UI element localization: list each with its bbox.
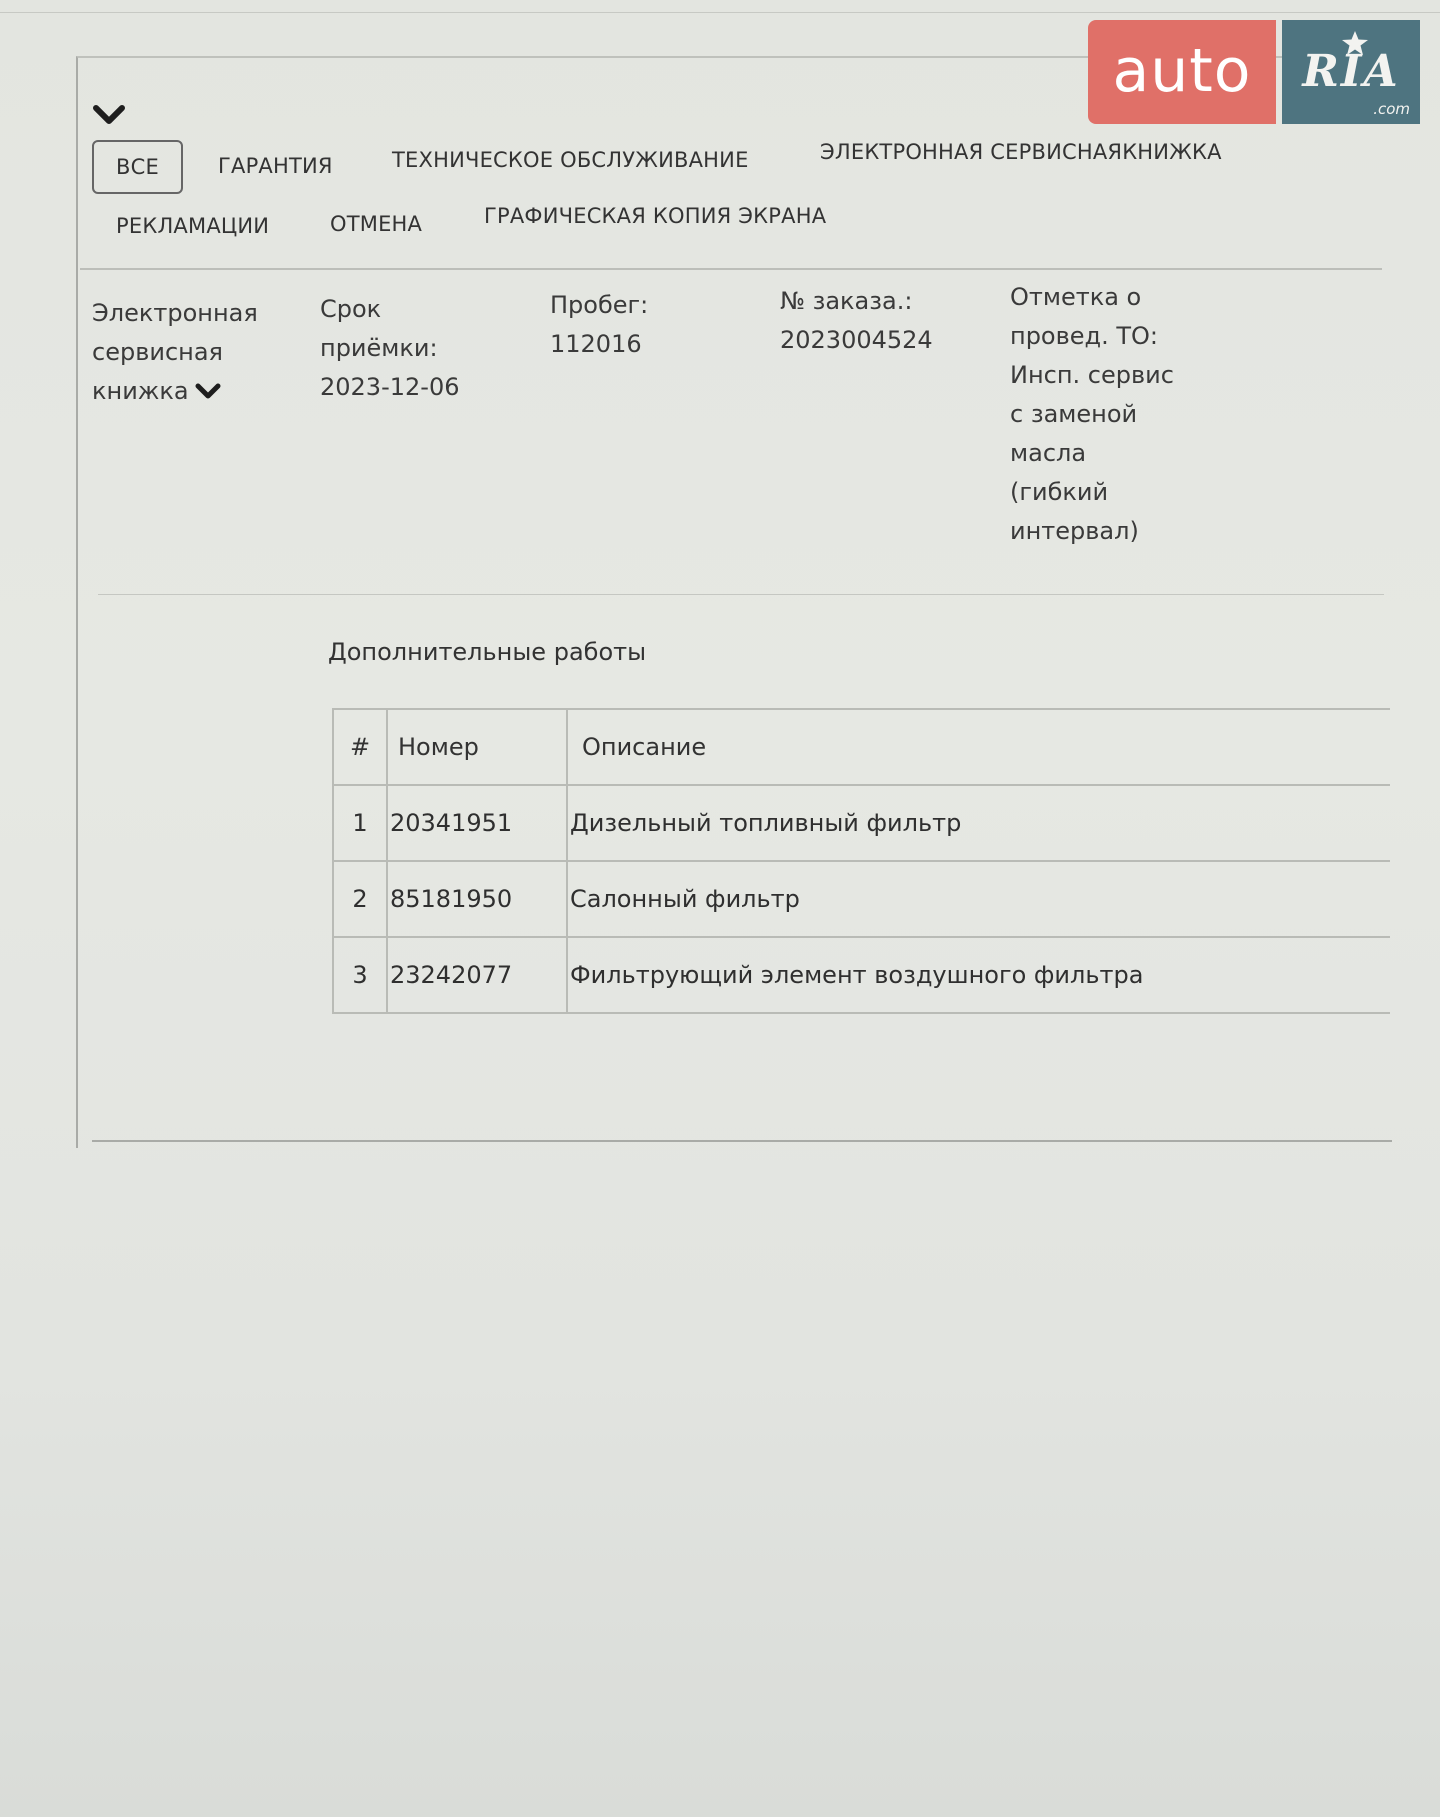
table-row bbox=[333, 937, 1390, 1013]
intake-date bbox=[320, 290, 459, 407]
tab-screen-copy[interactable]: ГРАФИЧЕСКАЯ КОПИЯ ЭКРАНА bbox=[484, 204, 827, 228]
row-part-number: 20341951 bbox=[387, 785, 567, 861]
autoria-logo bbox=[1088, 20, 1420, 124]
service-mark-label: провед. ТО: bbox=[1010, 322, 1159, 350]
service-mark-value: Инсп. сервис bbox=[1010, 361, 1174, 389]
mileage-value: 112016 bbox=[550, 330, 642, 358]
row-description: Салонный фильтр bbox=[567, 861, 1390, 937]
tab-cancel[interactable]: ОТМЕНА bbox=[330, 212, 423, 236]
intake-label: приёмки: bbox=[320, 334, 438, 362]
row-index: 3 bbox=[333, 937, 387, 1013]
collapse-toggle[interactable] bbox=[92, 100, 126, 130]
logo-com-text: .com bbox=[1373, 100, 1410, 118]
logo-auto-part: auto bbox=[1088, 20, 1276, 124]
service-mark-value: масла bbox=[1010, 439, 1087, 467]
record-type-line: сервисная bbox=[92, 338, 223, 366]
row-index: 1 bbox=[333, 785, 387, 861]
record-type-expand[interactable] bbox=[92, 372, 258, 411]
service-mark-value: интервал) bbox=[1010, 517, 1139, 545]
screen-top-edge bbox=[0, 12, 1440, 13]
order-value: 2023004524 bbox=[780, 326, 933, 354]
record-type bbox=[92, 294, 258, 411]
chevron-down-icon bbox=[92, 100, 126, 130]
row-index: 2 bbox=[333, 861, 387, 937]
intake-label: Срок bbox=[320, 295, 382, 323]
service-mark bbox=[1010, 278, 1174, 551]
order-number bbox=[780, 282, 933, 360]
service-mark-value: (гибкий bbox=[1010, 478, 1109, 506]
tab-claims[interactable]: РЕКЛАМАЦИИ bbox=[116, 214, 270, 238]
intake-value: 2023-12-06 bbox=[320, 373, 460, 401]
logo-ria-part bbox=[1282, 20, 1420, 124]
logo-ria-text: RIA bbox=[1302, 46, 1400, 97]
panel-bottom-border bbox=[92, 1140, 1392, 1142]
row-description: Дизельный топливный фильтр bbox=[567, 785, 1390, 861]
record-type-line: Электронная bbox=[92, 299, 258, 327]
tab-all[interactable]: ВСЕ bbox=[92, 140, 183, 194]
column-header-index: # bbox=[333, 709, 387, 785]
mileage bbox=[550, 286, 648, 364]
service-mark-label: Отметка о bbox=[1010, 283, 1142, 311]
extra-works-title: Дополнительные работы bbox=[328, 638, 647, 666]
tab-warranty[interactable]: ГАРАНТИЯ bbox=[218, 154, 333, 178]
row-part-number: 23242077 bbox=[387, 937, 567, 1013]
row-part-number: 85181950 bbox=[387, 861, 567, 937]
table-row bbox=[333, 861, 1390, 937]
row-description: Фильтрующий элемент воздушного фильтра bbox=[567, 937, 1390, 1013]
column-header-description: Описание bbox=[567, 709, 1390, 785]
tab-e-service-book[interactable]: ЭЛЕКТРОННАЯ СЕРВИСНАЯКНИЖКА bbox=[820, 140, 1222, 164]
record-divider bbox=[98, 594, 1384, 595]
table-row bbox=[333, 785, 1390, 861]
column-header-number: Номер bbox=[387, 709, 567, 785]
mileage-label: Пробег: bbox=[550, 291, 649, 319]
order-label: № заказа.: bbox=[780, 287, 913, 315]
service-mark-value: с заменой bbox=[1010, 400, 1138, 428]
chevron-down-icon bbox=[195, 381, 221, 403]
record-type-line: книжка bbox=[92, 377, 189, 405]
extra-works-table bbox=[332, 708, 1390, 1014]
tabs-divider bbox=[80, 268, 1382, 270]
tab-maintenance[interactable]: ТЕХНИЧЕСКОЕ ОБСЛУЖИВАНИЕ bbox=[392, 148, 749, 172]
table-header-row bbox=[333, 709, 1390, 785]
